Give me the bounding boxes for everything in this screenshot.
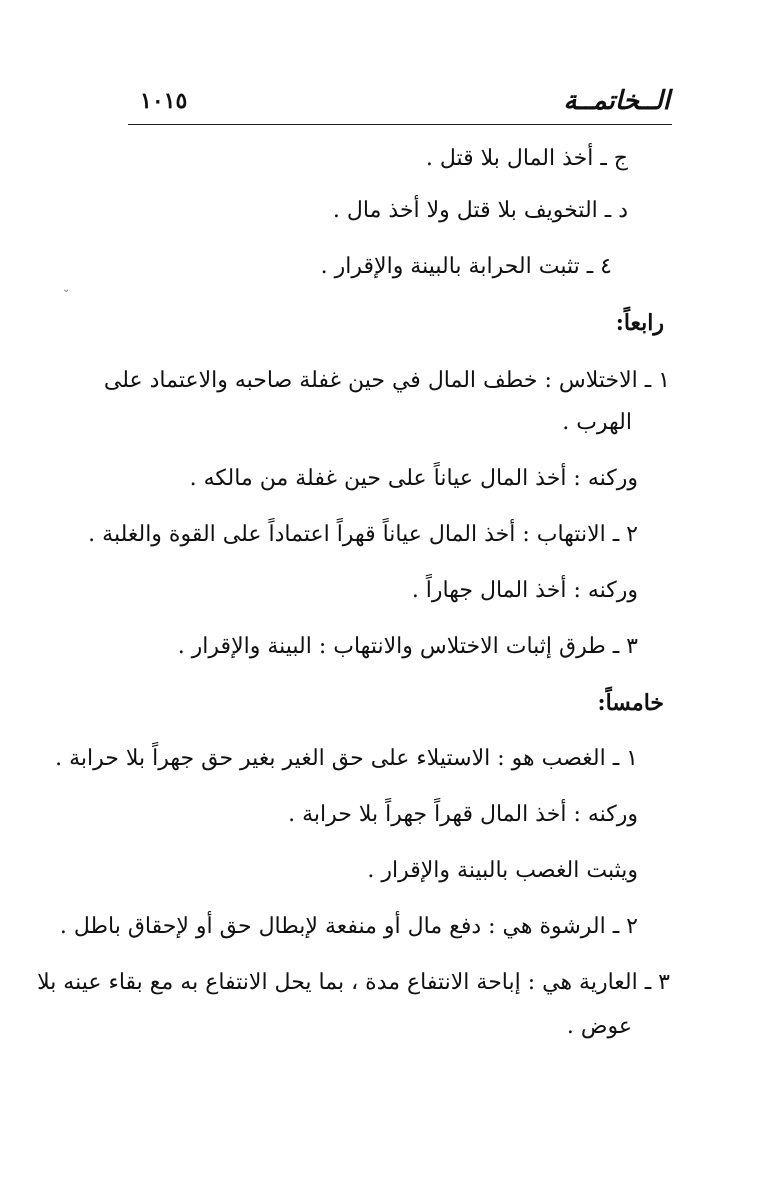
text-line-ariyya: ٣ ـ العارية هي : إباحة الانتفاع مدة ، بما يحل الانتفاع به مع بقاء عينه بلا	[37, 970, 670, 995]
text-line-jim: ج ـ أخذ المال بلا قتل .	[425, 146, 628, 171]
text-line-proof-hiraba: ٤ ـ تثبت الحرابة بالبينة والإقرار .	[320, 254, 612, 279]
text-line-ikhtilas-rukn: وركنه : أخذ المال عياناً على حين غفلة من مالكه .	[189, 466, 638, 491]
text-line-dal: د ـ التخويف بلا قتل ولا أخذ مال .	[332, 198, 628, 223]
text-line-intihab-rukn: وركنه : أخذ المال جهاراً .	[411, 578, 638, 603]
page-number: ١٠١٥	[140, 88, 188, 114]
text-line-rishwa: ٢ ـ الرشوة هي : دفع مال أو منفعة لإبطال حق أو لإحقاق باطل .	[59, 914, 638, 939]
text-line-ghasb: ١ ـ الغصب هو : الاستيلاء على حق الغير بغير حق جهراً بلا حرابة .	[55, 746, 638, 771]
text-line-intihab: ٢ ـ الانتهاب : أخذ المال عياناً قهراً اعتماداً على القوة والغلبة .	[88, 522, 638, 547]
text-line-ikhtilas: ١ ـ الاختلاس : خطف المال في حين غفلة صاحبه والاعتماد على	[103, 368, 670, 393]
page-header	[130, 86, 670, 126]
text-line-proof-ikhtilas: ٣ ـ طرق إثبات الاختلاس والانتهاب : البينة والإقرار .	[177, 634, 638, 659]
text-line-ghasb-proof: ويثبت الغصب بالبينة والإقرار .	[367, 858, 638, 883]
text-line-ikhtilas-cont: الهرب .	[562, 410, 632, 435]
section-heading-rabian: رابعاً:	[615, 310, 664, 336]
chapter-title: الــخاتمــة	[563, 86, 670, 116]
section-heading-khamisan: خامساً:	[597, 690, 664, 716]
header-rule	[128, 124, 672, 125]
stray-mark: ⌄	[62, 284, 71, 295]
text-line-ariyya-cont: عوض .	[566, 1014, 632, 1039]
text-line-ghasb-rukn: وركنه : أخذ المال قهراً جهراً بلا حرابة .	[288, 802, 638, 827]
